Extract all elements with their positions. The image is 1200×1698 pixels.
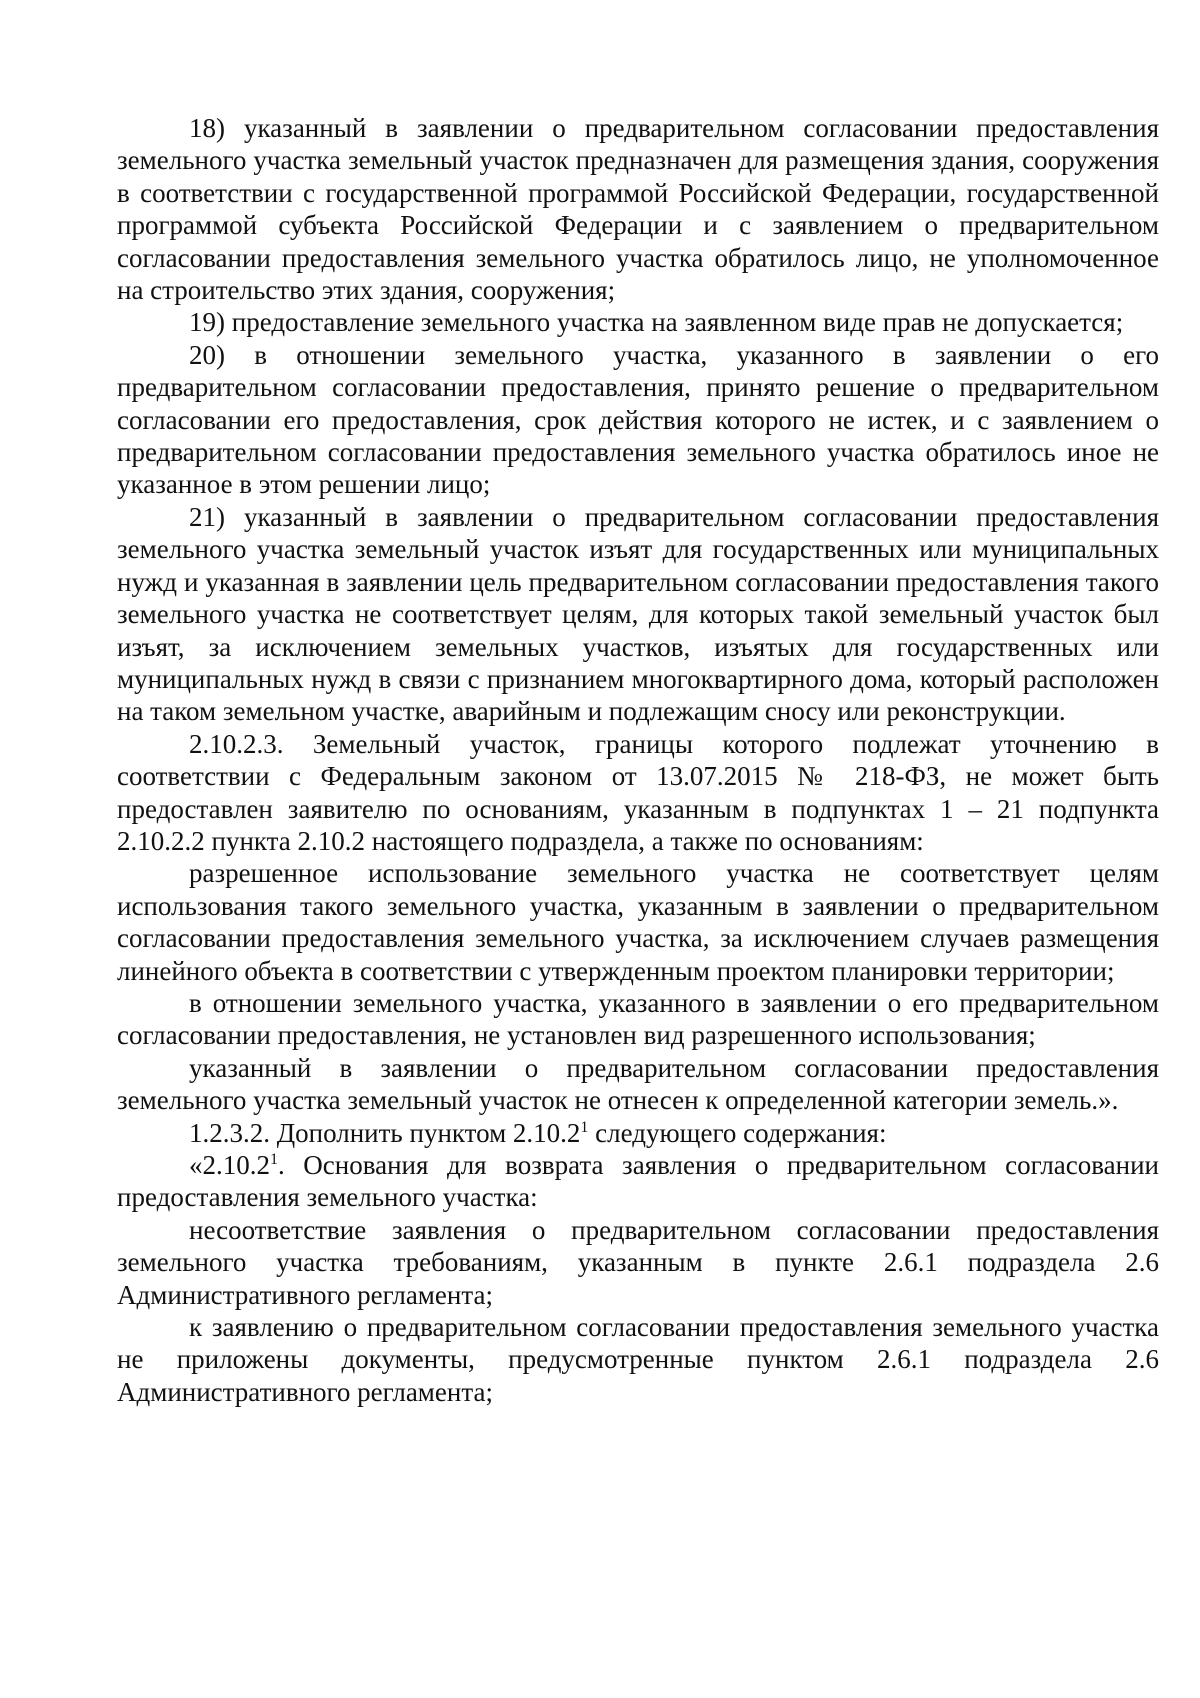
- paragraph-permitted-use: разрешенное использование земельного участка не соответствует целям использования такого земельного участка, указанным в заявлении о предварительном согласовании предоставления земельного участка, за исключением случаев размещения линейного объекта в соответствии с утвержденным проектом планировки территории;: [117, 858, 1159, 986]
- paragraph-use-not-established: в отношении земельного участка, указанного в заявлении о его предварительном согласовании предоставления, не установлен вид разрешенного использования;: [117, 987, 1159, 1051]
- superscript-mark: 1: [580, 1118, 589, 1136]
- paragraph-1-2-3-2-tail: следующего содержания:: [588, 1117, 887, 1148]
- document-page: [117, 112, 1159, 1408]
- paragraph-18: 18) указанный в заявлении о предварительном согласовании предоставления земельного участка земельный участок предназначен для размещения здания, сооружения в соответствии с государственной программой Российской Федерации, государственной программой субъекта Российской Федерации и с заявлением о предварительном согласовании предоставления земельного участка обратилось лицо, не уполномоченное на строительство этих здания, сооружения;: [117, 113, 1159, 306]
- paragraph-20: 20) в отношении земельного участка, указанного в заявлении о его предварительном согласовании предоставления, принято решение о предварительном согласовании его предоставления, срок действия которого не истек, и с заявлением о предварительном согласовании предоставления земельного участка обратилось иное не указанное в этом решении лицо;: [117, 339, 1159, 500]
- paragraph-2-10-2-1-heading: [117, 1149, 1159, 1214]
- paragraph-nonconformity: несоответствие заявления о предварительном согласовании предоставления земельного участка требованиям, указанным в пункте 2.6.1 подраздела 2.6 Административного регламента;: [117, 1214, 1159, 1310]
- paragraph-2-10-2-1-text: . Основания для возврата заявления о предварительном согласовании предоставления земельного участка:: [117, 1150, 1159, 1213]
- paragraph-land-category: указанный в заявлении о предварительном согласовании предоставления земельного участка земельный участок не отнесен к определенной категории земель.».: [117, 1052, 1159, 1116]
- superscript-mark: 1: [270, 1151, 278, 1168]
- paragraph-documents-missing: к заявлению о предварительном согласовании предоставления земельного участка не приложены документы, предусмотренные пунктом 2.6.1 подраздела 2.6 Административного регламента;: [117, 1312, 1159, 1407]
- paragraph-1-2-3-2-text: 1.2.3.2. Дополнить пунктом 2.10.2: [189, 1117, 581, 1148]
- paragraph-1-2-3-2: [117, 1117, 1159, 1149]
- paragraph-2-10-2-3: 2.10.2.3. Земельный участок, границы которого подлежат уточнению в соответствии с Федеральным законом от 13.07.2015 № 218-ФЗ, не может быть предоставлен заявителю по основаниям, указанным в подпунктах 1 – 21 подпункта 2.10.2.2 пункта 2.10.2 настоящего подраздела, а также по основаниям:: [117, 728, 1159, 856]
- paragraph-2-10-2-1-number: «2.10.2: [189, 1150, 270, 1180]
- paragraph-19: 19) предоставление земельного участка на заявленном виде прав не допускается;: [189, 307, 1124, 338]
- paragraph-21: 21) указанный в заявлении о предварительном согласовании предоставления земельного участка земельный участок изъят для государственных или муниципальных нужд и указанная в заявлении цель предварительном согласовании предоставления такого земельного участка не соответствует целям, для которых такой земельный участок был изъят, за исключением земельных участков, изъятых для государственных или муниципальных нужд в связи с признанием многоквартирного дома, который расположен на таком земельном участке, аварийным и подлежащим сносу или реконструкции.: [117, 501, 1159, 727]
